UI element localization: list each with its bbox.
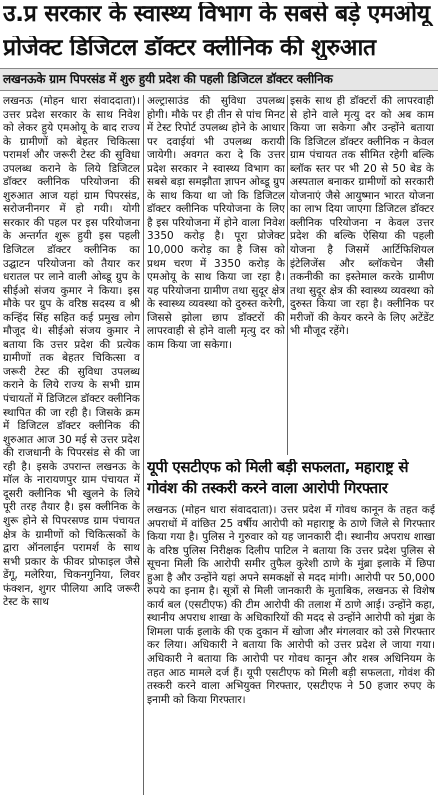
column-3-text: इसके साथ ही डॉक्टरों की लापरवाही से होने वाले मृत्यु दर को अब काम किया जा सकेगा और उन्होंने बताया कि डिजिटल डॉक्टर क्लीनिक न केवल ग्राम पंचायत तक सीमित रहेगी बल्कि ब्लॉक स्तर पर भी 20 से 50 बेड के अस्पताल बनाकर ग्रामीणों को सरकारी योजनाएं जैसे आयुष्मान भारत योजना का लाभ दिया जाएगा डिजिटल डॉक्टर क्लीनिक परियोजना न केवल उत्तर प्रदेश की बल्कि ऐसिया की पहली योजना है जिसमें आर्टिफिशियल इंटेलिजेंस और ब्लॉकचेन जैसी तकनीकी का इस्तेमाल करके ग्रामीण तथा सुदूर क्षेत्र की स्वास्थ्य व्यवस्था को दुरुस्त किया जा रहा है। क्लीनिक पर मरीजों की केयर करने के लिए अटेंडेंट भी मौजूद रहेंगे। [290,95,434,338]
subheadline-bar [0,68,438,91]
column-1-text: लखनऊ (मोहन धारा संवाददाता)। उत्तर प्रदेश सरकार के साथ निवेश को लेकर हुये एमओयू के बाद राज्य के ग्रामीणों को बेहतर चिकित्सा परामर्श और जरूरी टेस्ट की सुविधा उपलब्ध कराने के लिये डिजिटल डॉक्टर क्लीनिक परियोजना की शुरुआत आज यहां ग्राम पिपरसंड, सरोजनीनगर में हो गयी। योगी सरकार की पहल पर इस परियोजना के अन्तर्गत शुरू हुयी इस पहली डिजिटल डॉक्टर क्लीनिक का उद्घाटन परियोजना को तैयार कर धरातल पर लाने वाली ओब्डू ग्रुप के सीईओ संजय कुमार ने किया। इस मौके पर ग्रुप के वरिष्ठ सदस्य व श्री कन्हिंद सिंह सहित कई प्रमुख लोग मौजूद थे। सीईओ संजय कुमार ने बताया कि उत्तर प्रदेश की प्रत्येक ग्रामीणों तक बेहतर चिकित्सा व जरूरी टेस्ट की सुविधा उपलब्ध कराने के लिये राज्य के सभी ग्राम पंचायतों में डिजिटल डॉक्टर क्लीनिक स्थापित की जा रही है। जिसके क्रम में डिजिटल डॉक्टर क्लीनिक की शुरुआत आज 30 मई से उत्तर प्रदेश की राजधानी के पिपरसंड से की जा रही है। इसके उपरान्त लखनऊ के मॉल के नारायणपुर ग्राम पंचायत में दूसरी क्लीनिक भी खुलने के लिये पूरी तरह तैयार है। इस क्लीनिक के शुरू होने से पिपरसण्ड ग्राम पंचायत क्षेत्र के ग्रामीणों को चिकित्सकों के द्वारा ऑनलाईन परामर्श के साथ सभी प्रकार के फीवर प्रोफाइल जैसे डेंगू, मलेरिया, चिकनगुनिया, लिवर फंक्शन, शुगर पीलिया आदि जरूरी टेस्ट के साथ [3,95,140,609]
article-headline-line-1: उ.प्र सरकार के स्वास्थ्य विभाग के सबसे बड़े एमओयू [3,2,430,27]
article-column-2 [147,95,285,457]
second-article-body [147,504,435,794]
column-divider [143,95,144,795]
subheadline: लखनऊके ग्राम पिपरसंड में शुरु हुयी प्रदेश की पहली डिजिटल डॉक्टर क्लीनिक [3,72,333,86]
column-2-text: अल्ट्रासाउंड की सुविधा उपलब्ध होगी। मौके पर ही तीन से पांच मिनट में टेस्ट रिपोर्ट उपलब्ध होने के आधार पर दवाईयां भी उपलब्ध करायी जायेगी। अवगत करा दे कि उत्तर प्रदेश सरकार ने स्वास्थ्य विभाग का सबसे बड़ा समझौता ज्ञापन ओब्डू ग्रुप के साथ किया था जो कि डिजिटल डॉक्टर क्लीनिक परियोजना के लिए है इस परियोजना में होने वाला निवेश 3350 करोड़ है। पूरा प्रोजेक्ट 10,000 करोड़ का है जिस को प्रथम चरण में 3350 करोड़ के एमओयू के साथ किया जा रहा है। यह परियोजना ग्रामीण तथा सुदूर क्षेत्र के स्वास्थ्य व्यवस्था को दुरुस्त करेगी, जिससे झोला छाप डॉक्टरों की लापरवाही से होने वाली मृत्यु दर को काम किया जा सकेगा। [147,95,285,351]
column-divider [287,95,288,455]
article-column-1 [3,95,140,795]
article-column-3 [290,95,434,457]
second-article-headline-line-1: यूपी एसटीएफ को मिली बड़ी सफलता, महाराष्ट्र से [147,459,409,476]
second-article-headline-line-2: गोवंश की तस्करी करने वाला आरोपी गिरफ्तार [147,480,388,497]
second-article-text: लखनऊ (मोहन धारा संवाददाता)। उत्तर प्रदेश में गोवध कानून के तहत कई अपराधों में वांछित 25 वर्षीय आरोपी को महाराष्ट्र के ठाणे जिले से गिरफ्तार किया गया है। पुलिस ने गुरुवार को यह जानकारी दी। स्थानीय अपराध शाखा के वरिष्ठ पुलिस निरीक्षक दिलीप पाटिल ने बताया कि उत्तर प्रदेश पुलिस से सूचना मिली कि आरोपी समीर तुफैल कुरेशी ठाणे के मुंब्रा इलाके में छिपा हुआ है और उन्होंने यहां अपने समकक्षों से मदद मांगी। आरोपी पर 50,000 रुपये का इनाम है। सूत्रों से मिली जानकारी के मुताबिक, लखनऊ से विशेष कार्य बल (एसटीएफ) की टीम आरोपी की तलाश में ठाणे आई। उन्होंने कहा, स्थानीय अपराध शाखा के अधिकारियों की मदद से उन्होंने आरोपी को मुंब्रा के शिमला पार्क इलाके की एक दुकान में खोजा और मंगलवार को उसे गिरफ्तार कर लिया। अधिकारी ने बताया कि आरोपी को उत्तर प्रदेश ले जाया गया। अधिकारी ने बताया कि आरोपी पर गोवध कानून और शस्त्र अधिनियम के तहत आठ मामले दर्ज हैं। यूपी एसटीएफ को मिली बड़ी सफलता, गोवंश की तस्करी करने वाला अभियुक्त गिरफ्तार, एसटीएफ ने 50 हजार रुपए के इनामी को किया गिरफ्तार। [147,504,435,706]
article-headline-line-2: प्रोजेक्ट डिजिटल डॉक्टर क्लीनिक की शुरुआत [3,36,376,61]
